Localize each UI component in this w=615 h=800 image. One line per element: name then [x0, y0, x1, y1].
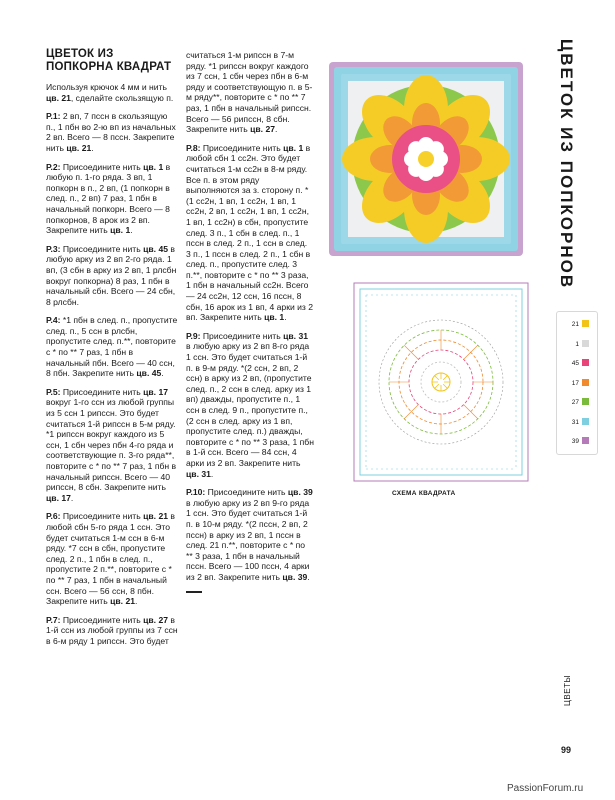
instruction-row	[46, 244, 178, 308]
color-code: цв. 21	[46, 92, 71, 103]
color-code: цв. 31	[283, 330, 309, 341]
row-label: Р.3:	[46, 243, 61, 254]
row-text: .	[284, 312, 287, 323]
instruction-row	[46, 162, 178, 236]
color-code: цв. 1	[110, 225, 131, 236]
row-text: *1 пбн в след. п., пропустите след. п., 5 ссн в рлсбн, пропустите след. п.**, повторите с * по ** 7 раз, 1 пбн в начальный пбн. Всего — 40 ссн, 8 пбн. Закрепите нить	[46, 315, 178, 379]
row-label: Р.6:	[46, 511, 61, 522]
end-dash	[186, 591, 202, 593]
instruction-row	[186, 331, 314, 479]
page-number: 99	[561, 745, 572, 755]
instruction-row	[46, 511, 178, 606]
row-text: .	[91, 142, 94, 153]
row-text: Присоедините нить	[60, 614, 144, 625]
color-code: цв. 21	[143, 511, 169, 522]
legend-item	[557, 379, 597, 389]
watermark: PassionForum.ru	[507, 783, 584, 794]
color-code: цв. 45	[143, 243, 169, 254]
row-text: Присоедините нить	[60, 243, 144, 254]
color-code: цв. 31	[186, 468, 211, 479]
rows-list-1	[46, 111, 178, 646]
row-text: .	[161, 368, 164, 379]
legend-item	[557, 340, 597, 350]
legend-item	[557, 437, 597, 447]
legend-swatch	[582, 379, 589, 386]
color-code: цв. 39	[287, 487, 313, 498]
legend-number: 45	[571, 360, 579, 367]
legend-number: 1	[575, 340, 579, 348]
row-label: Р.10:	[186, 487, 206, 498]
scheme-caption: СХЕМА КВАДРАТА	[392, 490, 456, 497]
row-text: .	[275, 124, 278, 135]
row-text: в любую арку из 2 вп 8-го ряда 1 ссн. Это будет считаться 1-й п. в 9-м ряду. *(2 ссн, 2 вп, 2 ссн) в арку из 2 вп, (пропустите след. п., 2 ссн в след. арку из 1 вп) дважды, пропустите п., 1 ссн в след. 9 п., пропустите п., (2 ссн в след. арку из 1 вп, пропустите след. п.) дважды, повторите с * по ** 3 раза, 1 пбн в 1-й ссн. Всего — 84 ссн, 4 арки из 2 вп. Закрепите нить	[186, 341, 314, 468]
row-text: считаться 1-м рипссн в 7-м ряду. *1 рипссн вокруг каждого из 7 ссн, 1 сбн через пбн в 6-м ряду и соответствующую п. в 5-м ряду**, повторите с * по ** 7 раз, 1 пбн в начальный рипссн. Всего — 56 рипссн, 8 сбн. Закрепите нить	[186, 50, 313, 135]
legend-number: 31	[571, 418, 579, 426]
row-text: Присоедините нить	[60, 386, 144, 397]
legend-item	[557, 398, 597, 408]
instruction-row	[46, 615, 178, 647]
color-code: цв. 45	[136, 368, 162, 379]
row-text: 2 вп, 7 пссн в скользящую п., 1 пбн во 2-ю вп из начальных 2 вп. Всего — 8 пссн. Закрепите нить	[46, 111, 176, 153]
legend-swatch	[582, 340, 589, 347]
left-column	[46, 48, 178, 655]
row-text: Присоедините нить	[205, 487, 288, 498]
crochet-square-photo	[329, 62, 523, 256]
row-text: .	[130, 225, 133, 236]
vertical-title: ЦВЕТОК ИЗ ПОПКОРНОВ	[557, 38, 576, 290]
legend-number: 27	[571, 399, 579, 406]
row-text: вокруг 1-го ссн из любой группы из 5 ссн 1 рипссн. Это будет считаться 1-й рипссн в 5-м ряду. *1 рипссн вокруг каждого из 5 ссн, 1 сбн через пбн 4-го ряда и соответствующие п. 3-го ряда**, повторите с * по ** 7 раз, 1 пбн в начальный рипссн. Всего — 40 рипссн, 8 сбн. Закрепите нить	[46, 397, 177, 493]
instruction-row	[186, 487, 314, 582]
row-text: Присоедините нить	[200, 142, 284, 153]
color-code: цв. 21	[110, 596, 136, 607]
row-text: в любую п. 1-го ряда. 3 вп, 1 попкорн в п., 2 вп, (1 попкорн в след. п., 2 вп) 7 раз, 1 пбн в начальный попкорн. Всего — 8 попкорнов, 8 арок из 2 вп. Закрепите нить	[46, 161, 171, 236]
color-legend	[556, 311, 598, 455]
legend-item	[557, 418, 597, 428]
color-code: цв. 27	[250, 124, 276, 135]
row-text: Присоедините нить	[200, 330, 284, 341]
row-label: Р.1:	[46, 111, 61, 122]
color-code: цв. 21	[66, 142, 92, 153]
row-text: в любую арку из 2 вп 2-го ряда. 1 вп, (3 сбн в арку из 2 вп, 1 рлсбн вокруг попкорна) 8 раз, 1 пбн в начальный сбн. Всего — 24 сбн, 8 рлсбн.	[46, 243, 177, 307]
row-label: Р.9:	[186, 330, 201, 341]
legend-swatch	[582, 359, 589, 366]
instruction-row	[46, 111, 178, 153]
row-text: в любой сбн 1 сс2н. Это будет считаться 1-м сс2н в 8-м ряду. Все п. в этом ряду выполняются за з. сторону п. *(1 сс2н, 1 вп, 1 сс2н, 1 вп, 1 сс2н, 2 вп, 1 сс2н, 1 вп, 1 сс2н, 1 вп, 1 сс2н) в сбн, пропустите след. 3 п., 1 сбн в след. п., 1 пссн в след. 2 п., 1 ссн в след. 3 п., 1 пссн в след. 2 п., 1 сбн в след. п., пропустите след. 3 п.**, повторите с * по ** 3 раза, 1 пбн в начальный сс2н. Всего — 24 сс2н, 12 ссн, 16 пссн, 8 сбн, 16 арок из 1 вп, 4 арки из 2 вп. Закрепите нить	[186, 142, 314, 323]
row-label: Р.7:	[46, 614, 61, 625]
legend-number: 39	[571, 438, 579, 445]
row-label: Р.8:	[186, 142, 201, 153]
row-text: в любой сбн 5-го ряда 1 ссн. Это будет считаться 1-м ссн в 6-м ряду. *7 ссн в сбн, пропустите след. 2 п., 1 пбн в след. п., пропустите 2 п.**, повторите с * по ** 7 раз, 1 пбн в начальный ссн. Всего — 56 ссн, 8 пбн. Закрепите нить	[46, 511, 175, 607]
legend-item	[557, 320, 597, 330]
row-text: .	[307, 571, 310, 582]
row-text: в любую арку из 2 вп 9-го ряда 1 ссн. Это будет считаться 1-й п. в 10-м ряду. *(2 пссн, 2 вп, 2 пссн) в арку из 2 вп, 1 пссн в след. 21 п.**, повторите с * по ** 3 раза, 1 пбн в начальный пссн. Всего — 100 пссн, 4 арки из 2 вп. Закрепите нить	[186, 497, 310, 582]
intro-paragraph	[46, 82, 178, 103]
color-code: цв. 1	[143, 161, 164, 172]
instruction-row	[46, 315, 178, 379]
instruction-row	[186, 143, 314, 323]
row-text: .	[70, 492, 74, 503]
color-code: цв. 1	[264, 312, 285, 323]
legend-swatch	[582, 418, 589, 425]
legend-swatch	[582, 320, 589, 327]
row-text: .	[210, 468, 214, 479]
middle-column	[186, 50, 314, 593]
rows-list-2	[186, 50, 314, 583]
legend-swatch	[582, 398, 589, 405]
color-code: цв. 1	[283, 142, 304, 153]
instruction-row	[46, 387, 178, 504]
row-text: Присоедините нить	[60, 511, 144, 522]
legend-item	[557, 359, 597, 369]
legend-number: 17	[571, 379, 579, 387]
row-label: Р.5:	[46, 386, 61, 397]
legend-number: 21	[571, 321, 579, 328]
row-label: Р.2:	[46, 161, 61, 172]
intro-text: Используя крючок 4 мм и нить	[46, 82, 168, 92]
intro-text: , сделайте скользящую п.	[70, 92, 174, 103]
color-code: цв. 17	[46, 492, 71, 503]
legend-swatch	[582, 437, 589, 444]
instruction-row	[186, 50, 314, 135]
article-title: ЦВЕТОК ИЗ ПОПКОРНА КВАДРАТ	[46, 48, 172, 73]
row-text: .	[135, 596, 138, 607]
row-text: в 1-й ссн из любой группы из 7 ссн в 6-м ряду 1 рипссн. Это будет	[46, 614, 178, 646]
color-code: цв. 17	[143, 386, 169, 397]
row-label: Р.4:	[46, 315, 61, 326]
crochet-scheme-diagram	[352, 281, 530, 483]
section-label: ЦВЕТЫ	[563, 674, 572, 706]
color-code: цв. 27	[143, 614, 169, 625]
color-code: цв. 39	[282, 571, 308, 582]
row-text: Присоедините нить	[60, 161, 144, 172]
